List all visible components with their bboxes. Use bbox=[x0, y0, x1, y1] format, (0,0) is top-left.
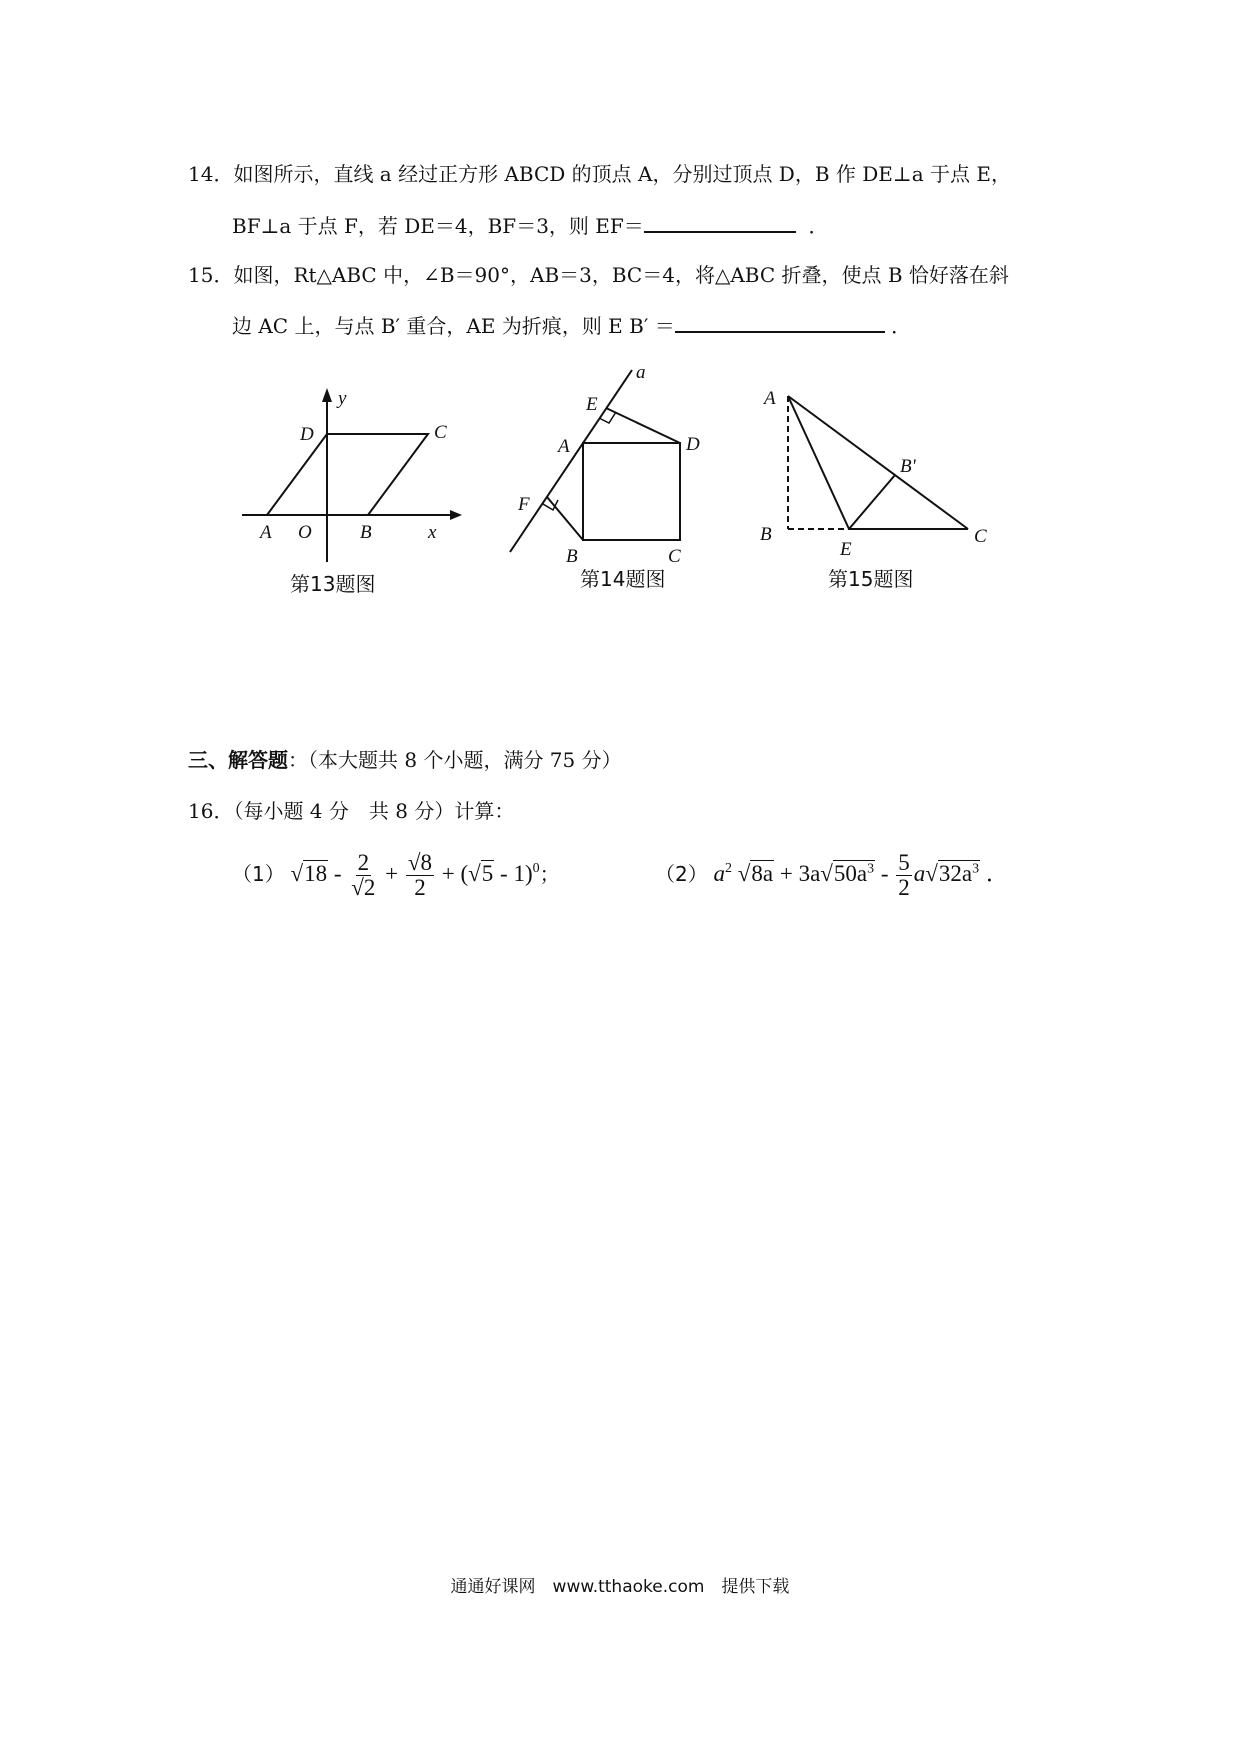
q16-p1-frac2-num: 8 bbox=[420, 850, 433, 875]
section3-heading bbox=[188, 746, 622, 774]
q15-line2-text: 边 AC 上，与点 B′ 重合，AE 为折痕，则 E B′ ＝ bbox=[232, 314, 675, 338]
q16-p2-coef: 3a bbox=[798, 860, 821, 886]
fig13-label-x: x bbox=[428, 522, 437, 543]
q16-p2-radicand-3: 32a bbox=[938, 860, 973, 886]
q16-p1-exponent: 0 bbox=[532, 861, 540, 877]
fig14-label-c: C bbox=[668, 546, 681, 567]
q16-p2-frac-den: 2 bbox=[898, 875, 910, 900]
q16-p2-radicand-1: 8a bbox=[751, 860, 774, 886]
q14-line2 bbox=[232, 211, 828, 240]
q16-p1-frac2-den: 2 bbox=[414, 875, 426, 900]
fig14-caption: 第14题图 bbox=[580, 567, 666, 591]
q16-p1-plus2: + bbox=[441, 860, 455, 886]
q16-header: 16．（每小题 4 分 共 8 分）计算： bbox=[188, 799, 515, 823]
q16-p1-paren-close: ) bbox=[524, 860, 533, 886]
q16-p2-a: a bbox=[713, 860, 725, 886]
square-abcd bbox=[583, 443, 680, 540]
q16-p1-plus1: + bbox=[385, 860, 399, 886]
q16-p2-cube1: 3 bbox=[867, 861, 875, 877]
fig13-label-c: C bbox=[434, 422, 447, 443]
q16-p1-end: ； bbox=[539, 861, 560, 886]
fig13-label-b: B bbox=[360, 522, 372, 543]
q14-line2-text: BF⊥a 于点 F，若 DE＝4，BF＝3，则 EF＝ bbox=[232, 214, 644, 238]
q16-p1-one: 1 bbox=[513, 860, 525, 886]
q16-p1-frac2: $\frac{√8}{2}$ bbox=[407, 850, 433, 900]
q16-p1-frac1: $\frac{2}{√2}$ bbox=[351, 850, 376, 900]
fig14-label-b: B bbox=[566, 546, 578, 567]
q16-p2-end: ． bbox=[985, 860, 1009, 886]
fig15-label-e: E bbox=[840, 539, 852, 560]
figure-13 bbox=[238, 380, 478, 580]
q16-p2-cube2: 3 bbox=[972, 861, 980, 877]
fig15-label-a: A bbox=[764, 388, 776, 409]
q16-p2-frac-num: 5 bbox=[898, 850, 910, 875]
q16-p2-minus: - bbox=[880, 860, 889, 886]
fig15-label-c: C bbox=[974, 526, 987, 547]
q14-answer-blank[interactable] bbox=[644, 211, 796, 233]
q15-line2 bbox=[232, 311, 911, 340]
q16-p1-paren-open: ( bbox=[460, 860, 469, 886]
q14-end: ． bbox=[808, 214, 829, 238]
fig14-label-f: F bbox=[518, 494, 530, 515]
q16-p1-radicand-4: 5 bbox=[481, 860, 494, 886]
hypotenuse-ac bbox=[788, 396, 968, 529]
q15-answer-blank[interactable] bbox=[675, 311, 885, 333]
q16-p1-minus1: - bbox=[333, 860, 342, 886]
crease-ae bbox=[788, 396, 849, 529]
q16-p2-plus: + bbox=[779, 860, 793, 886]
q14-line1: 14．如图所示，直线 a 经过正方形 ABCD 的顶点 A，分别过顶点 D，B 作 DE⊥a 于点 E， bbox=[188, 162, 1011, 186]
q16-p1-minus2: - bbox=[500, 860, 508, 886]
figure-14 bbox=[500, 360, 740, 570]
fig15-label-b: B bbox=[760, 524, 772, 545]
q16-p2-square: 2 bbox=[724, 861, 732, 877]
q15-end: ． bbox=[891, 314, 912, 338]
q16-part1: （1） √18 - $\frac{2}{√2}$ + $\frac{√8}{2}$ + (√5 - 1)$^0$； bbox=[232, 850, 560, 900]
fig13-caption: 第13题图 bbox=[290, 572, 376, 596]
q16-part2-label: （2） bbox=[655, 861, 708, 886]
fig14-label-a-line: a bbox=[636, 362, 646, 383]
page-footer: 通通好课网 www.tthaoke.com 提供下载 bbox=[450, 1577, 790, 1597]
fig14-label-e: E bbox=[586, 394, 598, 415]
q15-line1: 15．如图，Rt△ABC 中，∠B＝90°，AB＝3，BC＝4，将△ABC 折叠，使点 B 恰好落在斜 bbox=[188, 263, 1009, 287]
fig15-label-bprime: B' bbox=[900, 456, 916, 477]
fig14-label-a: A bbox=[558, 436, 570, 457]
q16-p2-radicand-2: 50a bbox=[833, 860, 868, 886]
fig13-label-o: O bbox=[298, 522, 312, 543]
q16-part1-label: （1） bbox=[232, 861, 285, 886]
fig14-label-d: D bbox=[686, 434, 700, 455]
q16-p2-frac bbox=[896, 851, 912, 900]
q16-p2-a2: a bbox=[913, 860, 926, 886]
fig13-label-y: y bbox=[338, 388, 347, 409]
parallelogram-abcd bbox=[267, 434, 428, 515]
q16-p1-radicand-1: 18 bbox=[304, 860, 328, 886]
section3-title: 三、解答题 bbox=[188, 748, 288, 772]
fig15-caption: 第15题图 bbox=[828, 567, 914, 591]
fig13-label-a: A bbox=[260, 522, 272, 543]
q16-p1-frac1-num: 2 bbox=[357, 850, 370, 875]
section3-note: ：（本大题共 8 个小题，满分 75 分） bbox=[288, 748, 622, 772]
figure-15 bbox=[756, 380, 1006, 570]
q16-part2: （2） $a^2$ $√8a + 3a√50a^3$ - $\frac{5}{2}$ $a√32a^3$ ． bbox=[655, 850, 1009, 900]
q16-p1-frac1-den: 2 bbox=[363, 875, 376, 900]
fig13-label-d: D bbox=[300, 424, 314, 445]
